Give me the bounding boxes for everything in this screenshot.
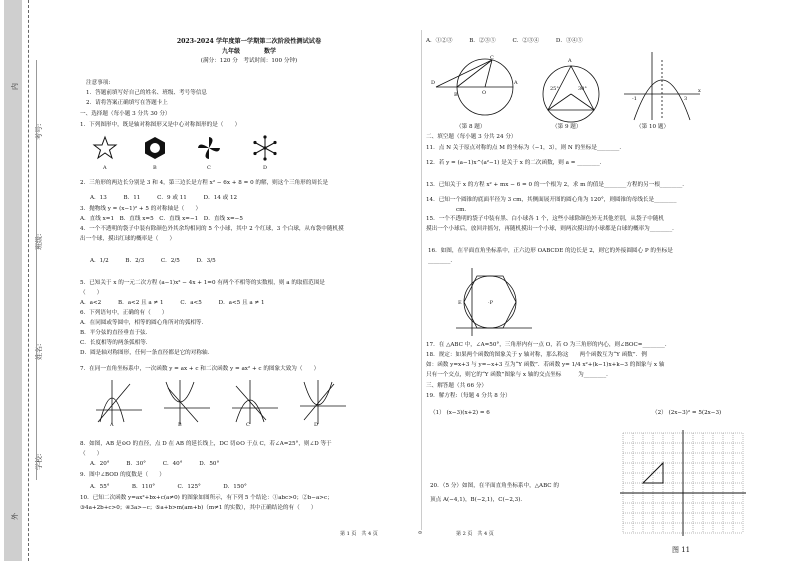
question-18-line3: 只有一个交点，则它的“Y 函数”图象与 x 轴的交点坐标 为________． (426, 372, 612, 378)
note-1: 1．答题前填写好自己的姓名、班级、考号等信息 (86, 90, 208, 96)
section1-heading: 一、选择题（每小题 3 分共 30 分） (80, 111, 171, 117)
question-5-line2: （ ） (80, 290, 103, 296)
q1-label-d: D (263, 165, 268, 171)
question-6-option-c: C．长度相等的两条弧相等． (80, 340, 152, 346)
exam-title: 2023-2024 学年度第一学期第二次阶段性测试试卷 (176, 38, 322, 45)
fig10-label-3: 3 (684, 96, 688, 102)
fig16-label-e: E (458, 300, 462, 306)
question-19: 19．解方程:（每题 4 分共 8 分） (426, 393, 511, 399)
question-2: 2．三角形的两边长分别是 3 和 4，第三边长是方程 x² − 6x + 8 = 0 的解，则这个三角形的周长是 (80, 180, 329, 186)
question-19-1: （1） (x−3)(x+2) = 6 (430, 410, 490, 416)
cut-mark-outer: 外 (11, 513, 19, 520)
q1-label-a: A (103, 165, 107, 171)
question-2-options: A．13 B．11 C．9 或 11 D．14 或 12 (90, 195, 238, 201)
question-16-blank: ________． (428, 258, 456, 264)
question-11: 11．点 N 关于原点对称的点 M 的坐标为（−1，3），则 N 的坐标是________． (426, 145, 625, 151)
q7-label-a: A (110, 422, 114, 428)
grade-label: 九年级 (221, 48, 240, 55)
exam-grade-subject (80, 48, 418, 56)
fig8-label-o: O (482, 90, 487, 96)
question-4-line2: 出一个球，摸出红球的概率是（ ） (80, 236, 176, 242)
question-6-option-d: D．圆是轴对称图形，任何一条直径都是它的对称轴． (80, 350, 214, 356)
q7-graph-b (162, 378, 212, 426)
school-field: 学校: (35, 453, 43, 470)
snowflake-icon (252, 135, 278, 161)
question-5-line1: 5．已知关于 x 的一元二次方程 (a−1)x² − 4x + 1=0 有两个不相等的实数根，则 a 的取值范围是 (80, 280, 325, 286)
section3-heading: 三、解答题（共 66 分） (426, 383, 488, 389)
note-2: 2．请将答案正确填写在答题卡上 (86, 100, 168, 106)
figure-16-hexagon (454, 266, 534, 338)
fig10-label-x: x (698, 88, 701, 94)
question-3-options: A．直线 x=1 B．直线 x=5 C．直线 x=−1 D．直线 x=−5 (80, 216, 243, 222)
fig8-label-a: A (514, 80, 518, 86)
question-18-line1: 18．规定：如果两个函数的图象关于 y 轴对称，那么称这 两个函数互为“Y 函数”．例 (426, 352, 647, 358)
question-10-line2: ③4a+2b+c>0；④3a>−c；⑤a+b>m(am+b)（m≠1 的实数），其中正确结论的有（ ） (80, 505, 317, 511)
binding-margin (0, 0, 78, 561)
section2-heading: 二、填空题（每小题 3 分共 24 分） (426, 134, 517, 140)
question-6-option-b: B．平分弦的直径垂直于弦． (80, 330, 152, 336)
hexagon-icon (142, 135, 168, 161)
q7-graph-c (230, 378, 280, 426)
footer-left: 第 1 页 共 4 页 (340, 531, 378, 537)
question-1: 1．下列图形中，既是轴对称图形又是中心对称图形的是（ ） (80, 122, 241, 128)
figure-9 (536, 58, 606, 126)
question-16: 16．如图，在平面直角坐标系中，正六边形 OABCDE 的边长是 2，则它的外接圆圆心 P 的坐标是 (428, 248, 673, 254)
question-9-options: A．55° B．110° C．125° D．150° (90, 484, 247, 490)
right-page (426, 0, 788, 561)
question-18-line2: 如：函数 y=x+3 与 y=−x+3 互为“Y 函数”．若函数 y= 1/4 x²+(k−1)x+k−3 的图象与 x 轴 (426, 362, 665, 368)
fig9-label-a: A (568, 58, 572, 64)
q7-label-c: C (246, 422, 250, 428)
notes-heading: 注意事项: (86, 80, 111, 86)
fig8-caption: （第 8 题） (456, 124, 486, 130)
fig9-angle-25: 25° (550, 86, 559, 92)
question-7: 7．在同一直角坐标系中，一次函数 y = ax + c 和二次函数 y = ax² + c 的图象大致为（ ） (80, 366, 320, 372)
question-3: 3．抛物线 y = (x−1)² + 5 的对称轴是（ ） (80, 206, 202, 212)
question-8-line1: 8．如图，AB 是⊙O 的直径，点 D 在 AB 的延长线上，DC 切⊙O 于点 C，若∠A=25°，则∠D 等于 (80, 441, 332, 447)
question-6: 6．下列语句中，正确的有（ ） (80, 310, 168, 316)
q7-label-d: D (314, 422, 319, 428)
question-5-options: A．a<2 B．a<2 且 a ≠ 1 C．a<5 D．a<5 且 a ≠ 1 (80, 300, 265, 306)
question-14: 14．已知一个圆锥的底面半径为 3 cm，其侧面展开图的圆心角为 120°，则圆锥的母线长是________ (426, 197, 677, 203)
fig16-label-p: ·P (488, 300, 493, 306)
cut-mark-inner: 内 (11, 83, 19, 90)
fig9-caption: （第 9 题） (552, 124, 582, 130)
q7-label-b: B (178, 422, 182, 428)
question-14-unit: cm． (456, 207, 471, 213)
field-underline (36, 60, 37, 480)
subject-label: 数学 (264, 48, 277, 55)
exam-meta: (满分：120 分 考试时间：100 分钟) (200, 58, 298, 64)
question-8-options: A．20° B．30° C．40° D．50° (90, 461, 220, 467)
class-field: 班级: (35, 233, 43, 250)
fig10-caption: （第 10 题） (636, 124, 670, 130)
question-13: 13．已知关于 x 的方程 x² + mx − 6 = 0 的一个根为 2，求 m 的值是________方程的另一根________． (426, 182, 688, 188)
figure-10 (622, 50, 702, 122)
q7-graph-a (94, 378, 144, 426)
question-19-2: （2） (2x−3)² = 5(2x−3) (652, 410, 722, 416)
q1-label-c: C (207, 165, 211, 171)
question-20-line1: 20．（5 分）如图，在平面直角坐标系中，△ABC 的 (430, 483, 559, 489)
q7-graph-d (298, 378, 348, 426)
page-divider (421, 30, 422, 530)
footer-right: 第 2 页 共 4 页 (456, 531, 494, 537)
question-6-option-a: A．在同圆或等圆中，相等的圆心角所对的弧相等． (80, 320, 208, 326)
question-9: 9．图中∠BOD 的度数是（ ） (80, 472, 165, 478)
left-page (80, 0, 418, 561)
question-17: 17．在 △ABC 中，∠A=50°，三角形内有一点 O，若 O 为三角形的内心，则∠BOC=________． (426, 342, 671, 348)
question-10-options: A．①②③ B．②③⑤ C．②③④ D．③④⑤ (426, 38, 583, 44)
fig8-label-d: D (431, 80, 436, 86)
name-field: 姓名: (35, 343, 43, 360)
q1-label-b: B (153, 165, 157, 171)
fig10-label-neg1: -1 (632, 96, 637, 102)
question-10-line1: 10．已知二次函数 y=ax²+bx+c(a≠0) 的图象如图所示，有下列 5 个结论：①abc>0；②b−a>c； (80, 495, 333, 501)
figure-11-grid (618, 428, 748, 540)
question-12: 12．若 y = (a−1)x^(a²−1) 是关于 x 的二次函数，则 a = ________． (426, 160, 606, 166)
question-8-line2: （ ） (80, 451, 103, 457)
question-4-options: A．1/2 B．2/3 C．2/5 D．3/5 (90, 258, 216, 264)
question-15-line1: 15．一个不透明的袋子中装有黑、白小球各 1 个，这些小球除颜色外无其他差别，从袋子中随机 (426, 216, 664, 222)
footer-mid: ⊙ (418, 530, 423, 536)
fig8-label-b: B (454, 92, 458, 98)
cut-line (28, 0, 29, 561)
figure-8 (430, 52, 530, 122)
pinwheel-icon (196, 135, 222, 161)
star-icon (92, 135, 118, 161)
question-4-line1: 4．一个不透明的袋子中装有除颜色外其余均相同的 5 个小球，其中 2 个红球，3 个白球，从布袋中随机摸 (80, 226, 344, 232)
question-20-line2: 顶点 A(−4,1)，B(−2,1)，C(−2,3)． (430, 497, 527, 503)
grid-caption: 图 11 (672, 546, 691, 554)
fig9-angle-30: 30° (578, 86, 587, 92)
exam-number-field: 考号: (35, 123, 43, 140)
fig8-label-c: C (490, 55, 494, 61)
question-15-line2: 摸出一个小球后，放回并摇匀，再随机摸出一个小球，则两次摸出的小球都是白球的概率为________． (426, 226, 678, 232)
